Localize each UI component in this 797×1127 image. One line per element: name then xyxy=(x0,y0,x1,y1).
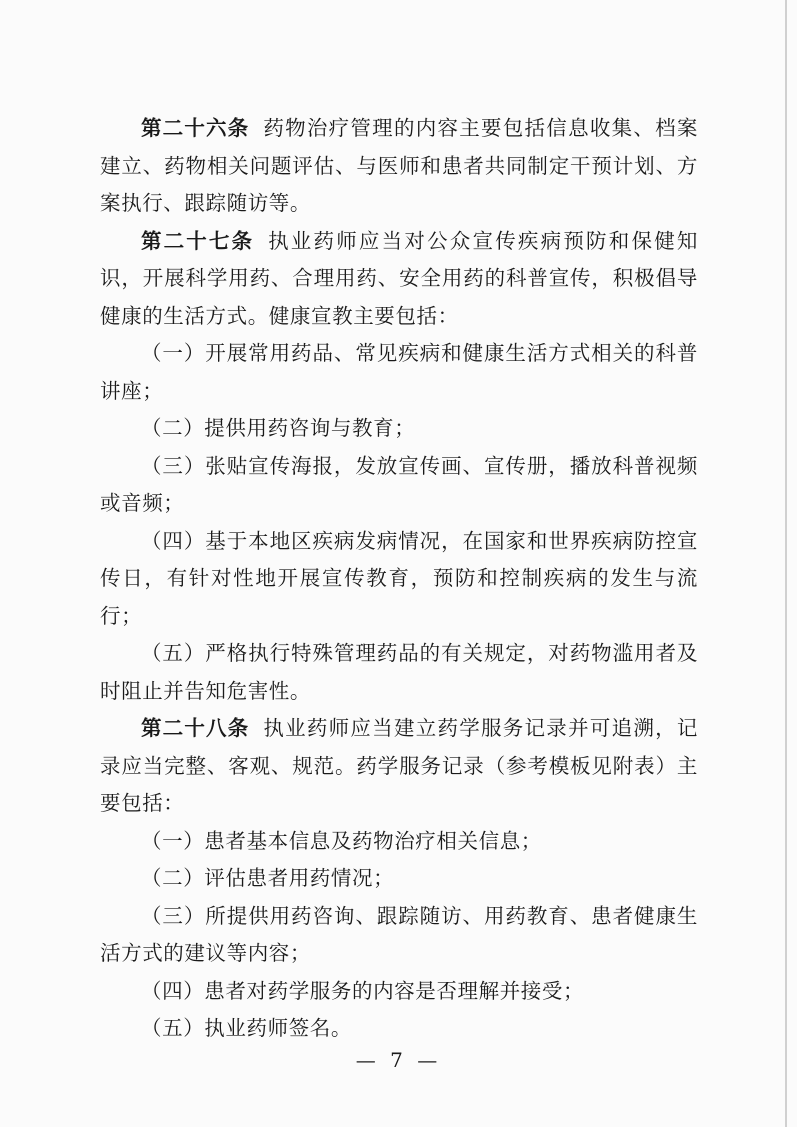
list-item: （一）患者基本信息及药物治疗相关信息； xyxy=(141,828,542,853)
article-heading: 第二十七条 xyxy=(141,228,255,253)
list-item: （四）基于本地区疾病发病情况，在国家和世界疾病防控宣传日，有针对性地开展宣传教育，预防和控制疾病的发生与流行； xyxy=(100,528,698,628)
list-item: （五）执业药师签名。 xyxy=(141,1016,352,1040)
page-edge xyxy=(785,0,787,1127)
article-text: 药物治疗管理的内容主要包括信息收集、档案建立、药物相关问题评估、与医师和患者共同制定干预计划、方案执行、跟踪随访等。 xyxy=(100,116,699,215)
article-27 xyxy=(100,223,698,336)
list-item: （三）张贴宣传海报，发放宣传画、宣传册，播放科普视频或音频； xyxy=(100,453,698,515)
page-number: — 7 — xyxy=(355,1048,442,1072)
list-item: （五）严格执行特殊管理药品的有关规定，对药物滥用者及时阻止并告知危害性。 xyxy=(100,641,698,703)
article-heading: 第二十六条 xyxy=(141,116,250,140)
list-item: （一）开展常用药品、常见疾病和健康生活方式相关的科普讲座； xyxy=(100,341,698,403)
list-item: （四）患者对药学服务的内容是否理解并接受； xyxy=(141,978,585,1003)
document-body xyxy=(100,110,698,1048)
article-26 xyxy=(100,110,698,223)
article-text: 执业药师应当对公众宣传疾病预防和保健知识，开展科学用药、合理用药、安全用药的科普宣传，积极倡导健康的生活方式。健康宣教主要包括： xyxy=(100,228,699,328)
list-item: （二）评估患者用药情况； xyxy=(141,866,395,890)
list-item: （三）所提供用药咨询、跟踪随访、用药教育、患者健康生活方式的建议等内容； xyxy=(100,903,698,965)
article-28 xyxy=(100,710,698,823)
article-heading: 第二十八条 xyxy=(141,716,250,740)
list-item: （二）提供用药咨询与教育； xyxy=(141,416,416,440)
article-text: 执业药师应当建立药学服务记录并可追溯，记录应当完整、客观、规范。药学服务记录（参考模板见附表）主要包括： xyxy=(100,716,699,815)
